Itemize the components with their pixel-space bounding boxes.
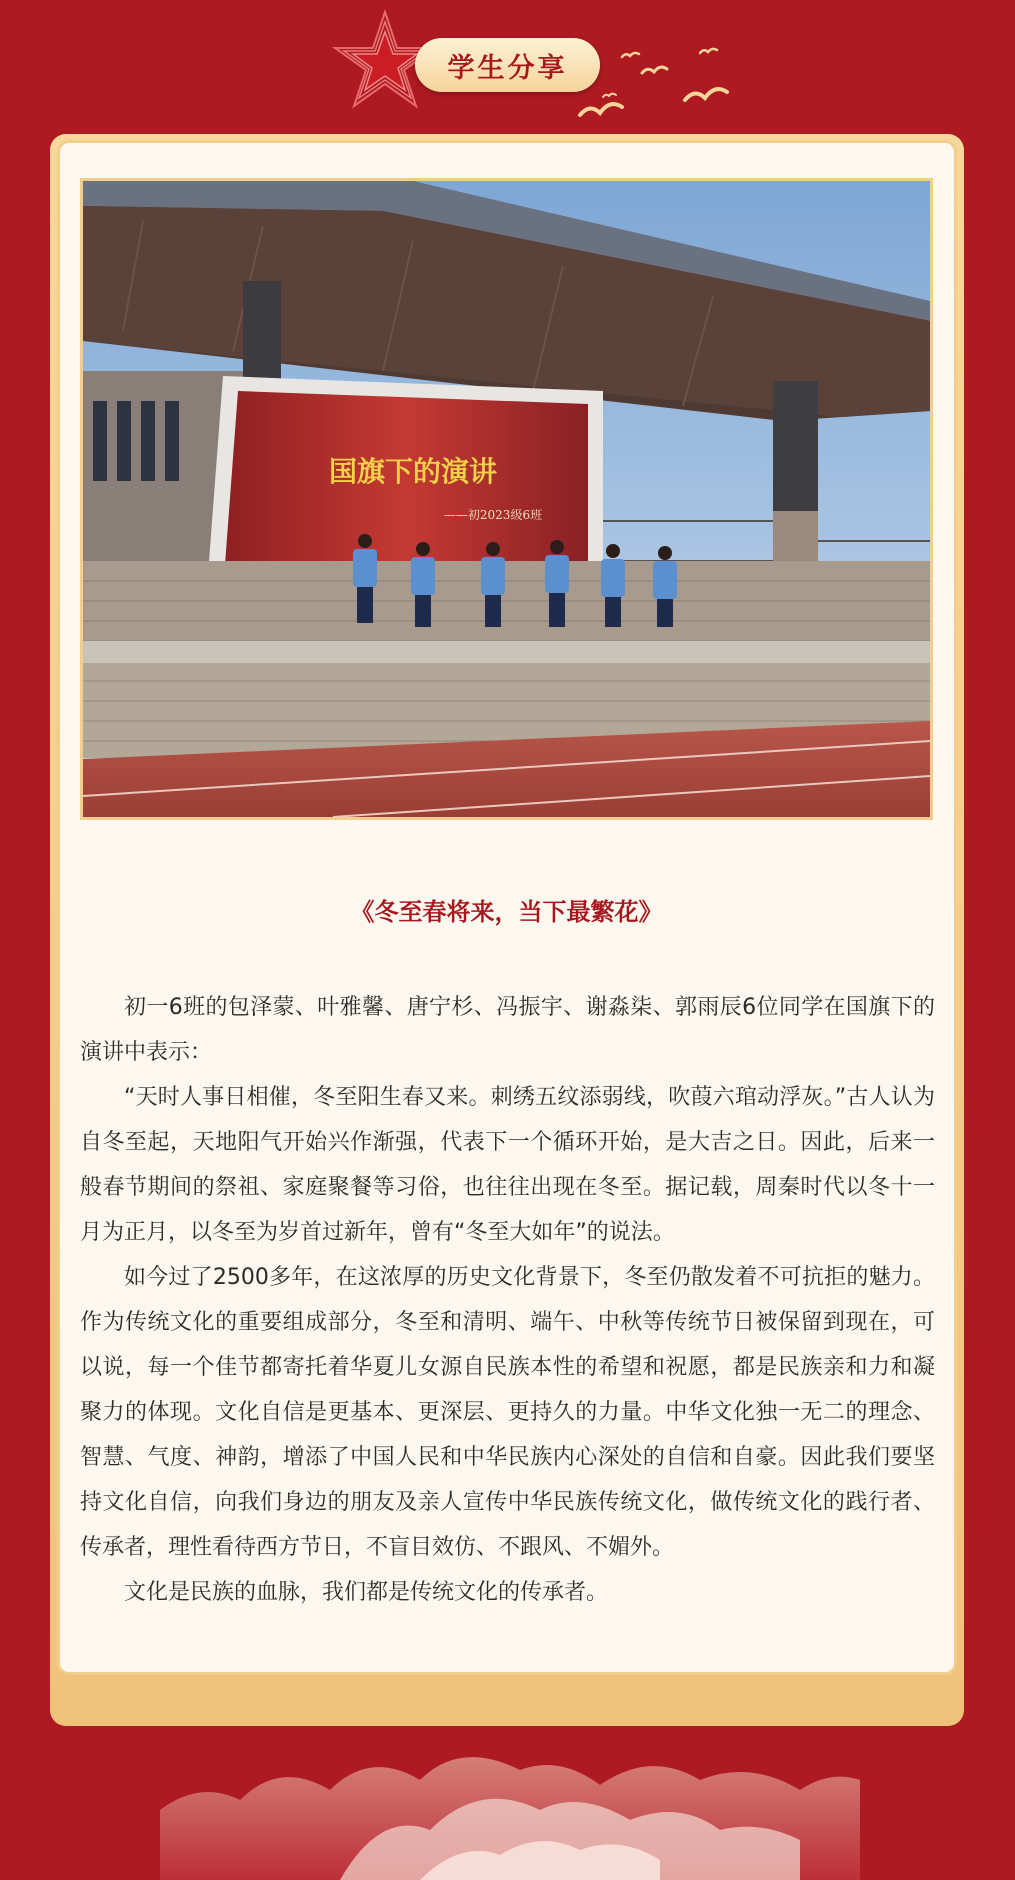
banner-subtitle: ——初2023级6班 xyxy=(443,508,543,522)
section-header xyxy=(0,0,1015,135)
article-body xyxy=(80,985,935,1615)
article-paragraph-2: “天时人事日相催，冬至阳生春又来。刺绣五纹添弱线，吹葭六琯动浮灰。”古人认为自冬至起，天地阳气开始兴作渐强，代表下一个循环开始，是大吉之日。因此，后来一般春节期间的祭祖、家庭聚餐等习俗，也往往出现在冬至。据记载，周秦时代以冬十一月为正月，以冬至为岁首过新年，曾有“冬至大如年”的说法。 xyxy=(80,1085,935,1245)
section-title: 学生分享 xyxy=(415,38,600,92)
birds-icon xyxy=(570,45,740,125)
article-title: 《冬至春将来，当下最繁花》 xyxy=(350,898,663,926)
event-photo xyxy=(80,178,933,820)
article-paragraph-4: 文化是民族的血脉，我们都是传统文化的传承者。 xyxy=(124,1580,609,1605)
banner-title: 国旗下的演讲 xyxy=(328,455,498,488)
mountains-decoration xyxy=(160,1740,860,1880)
article-paragraph-1: 初一6班的包泽蒙、叶雅馨、唐宁杉、冯振宇、谢淼柒、郭雨辰6位同学在国旗下的演讲中表示： xyxy=(80,995,935,1065)
article-paragraph-3: 如今过了2500多年，在这浓厚的历史文化背景下，冬至仍散发着不可抗拒的魅力。作为传统文化的重要组成部分，冬至和清明、端午、中秋等传统节日被保留到现在，可以说，每一个佳节都寄托着华夏儿女源自民族本性的希望和祝愿，都是民族亲和力和凝聚力的体现。文化自信是更基本、更深层、更持久的力量。中华文化独一无二的理念、智慧、气度、神韵，增添了中国人民和中华民族内心深处的自信和自豪。因此我们要坚持文化自信，向我们身边的朋友及亲人宣传中华民族传统文化，做传统文化的践行者、传承者，理性看待西方节日，不盲目效仿、不跟风、不媚外。 xyxy=(80,1265,935,1560)
